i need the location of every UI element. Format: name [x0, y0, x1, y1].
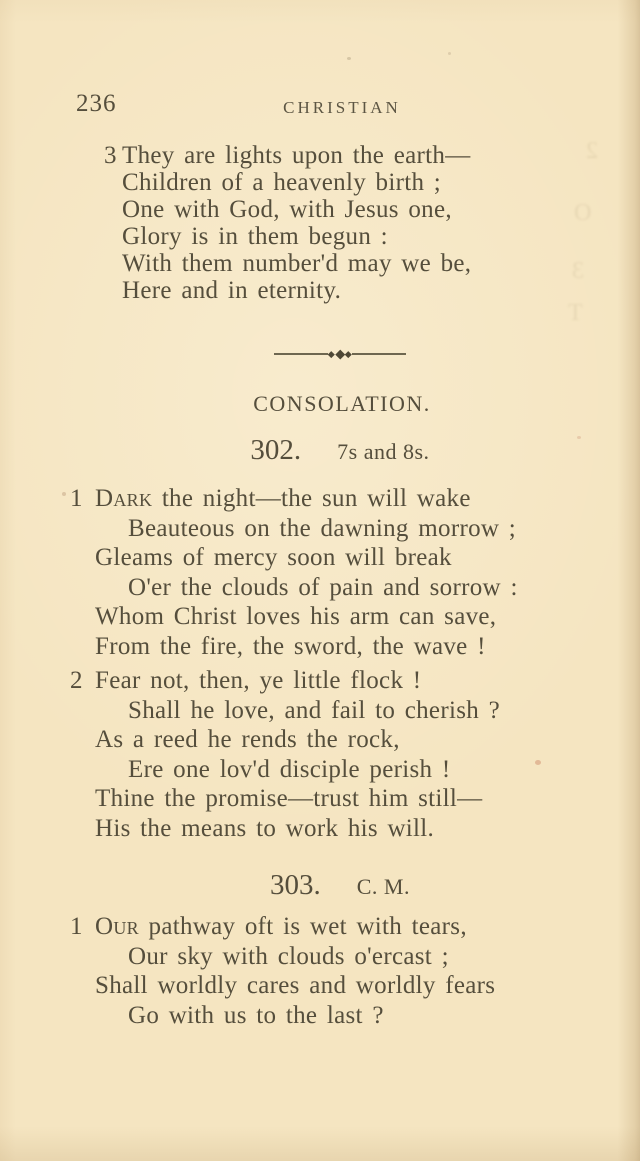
hymn-302-heading	[0, 434, 640, 467]
bleedthrough-glyph: 3	[572, 258, 584, 284]
divider-rule-right	[352, 353, 406, 355]
verse-line: Shall worldly cares and worldly fears	[95, 972, 496, 999]
diamond-icon	[328, 351, 334, 357]
verse-lines	[122, 142, 471, 304]
paper-speck	[347, 57, 351, 60]
verse-line: Go with us to the last ?	[128, 1001, 384, 1029]
verse-303-1	[70, 912, 495, 1030]
verse-302-1	[70, 484, 518, 661]
verse-line: Ere one lov'd disciple perish !	[128, 755, 451, 783]
paper-speck	[448, 52, 451, 55]
verse-lines	[95, 666, 500, 843]
bleedthrough-glyph: T	[568, 300, 583, 326]
divider-ornament	[274, 347, 406, 361]
verse-number: 3	[104, 142, 117, 169]
verse-number: 1	[70, 913, 83, 940]
verse-continued	[104, 142, 471, 304]
verse-line: As a reed he rends the rock,	[95, 726, 400, 753]
verse-line: His the means to work his will.	[95, 814, 435, 842]
verse-line: Children of a heavenly birth ;	[122, 169, 442, 196]
paper-speck	[577, 436, 581, 439]
verse-line: Gleams of mercy soon will break	[95, 544, 452, 571]
small-caps-lead: Our	[95, 913, 139, 940]
page-number: 236	[76, 90, 117, 117]
hymn-number: 302.	[250, 434, 302, 466]
verse-line: From the fire, the sword, the wave !	[95, 632, 486, 660]
verse-302-2	[70, 666, 500, 843]
bleedthrough-glyph: 2	[586, 138, 598, 164]
verse-line: Beauteous on the dawning morrow ;	[128, 514, 517, 542]
paper-speck	[62, 492, 66, 496]
hymn-meter: C. M.	[356, 874, 410, 899]
diamond-icon	[335, 349, 344, 358]
verse-lines	[95, 484, 518, 661]
verse-line: They are lights upon the earth—	[122, 142, 471, 169]
verse-lines	[95, 912, 495, 1030]
verse-line: One with God, with Jesus one,	[122, 196, 452, 223]
verse-line: Dark the night—the sun will wake	[95, 485, 471, 512]
verse-line: Thine the promise—trust him still—	[95, 785, 483, 812]
verse-line: Our pathway oft is wet with tears,	[95, 913, 467, 940]
verse-number: 1	[70, 485, 83, 512]
verse-line: Fear not, then, ye little flock !	[95, 667, 422, 694]
divider-rule-left	[274, 353, 328, 355]
hymn-number: 303.	[270, 869, 321, 901]
verse-line: Shall he love, and fail to cherish ?	[128, 696, 500, 724]
bleedthrough-glyph: O	[574, 200, 592, 226]
diamond-icon	[345, 351, 351, 357]
verse-line: With them number'd may we be,	[122, 250, 472, 277]
section-title: CONSOLATION.	[253, 391, 431, 416]
verse-line: O'er the clouds of pain and sorrow :	[128, 573, 518, 601]
running-head: CHRISTIAN	[283, 98, 401, 117]
verse-line: Glory is in them begun :	[122, 223, 388, 250]
small-caps-lead: Dark	[95, 485, 153, 512]
hymn-meter: 7s and 8s.	[337, 439, 430, 464]
hymn-303-heading	[0, 869, 640, 902]
verse-line: Our sky with clouds o'ercast ;	[128, 942, 449, 970]
verse-number: 2	[70, 667, 83, 694]
paper-speck	[535, 760, 541, 765]
verse-line: Here and in eternity.	[122, 277, 342, 304]
verse-line: Whom Christ loves his arm can save,	[95, 603, 497, 630]
